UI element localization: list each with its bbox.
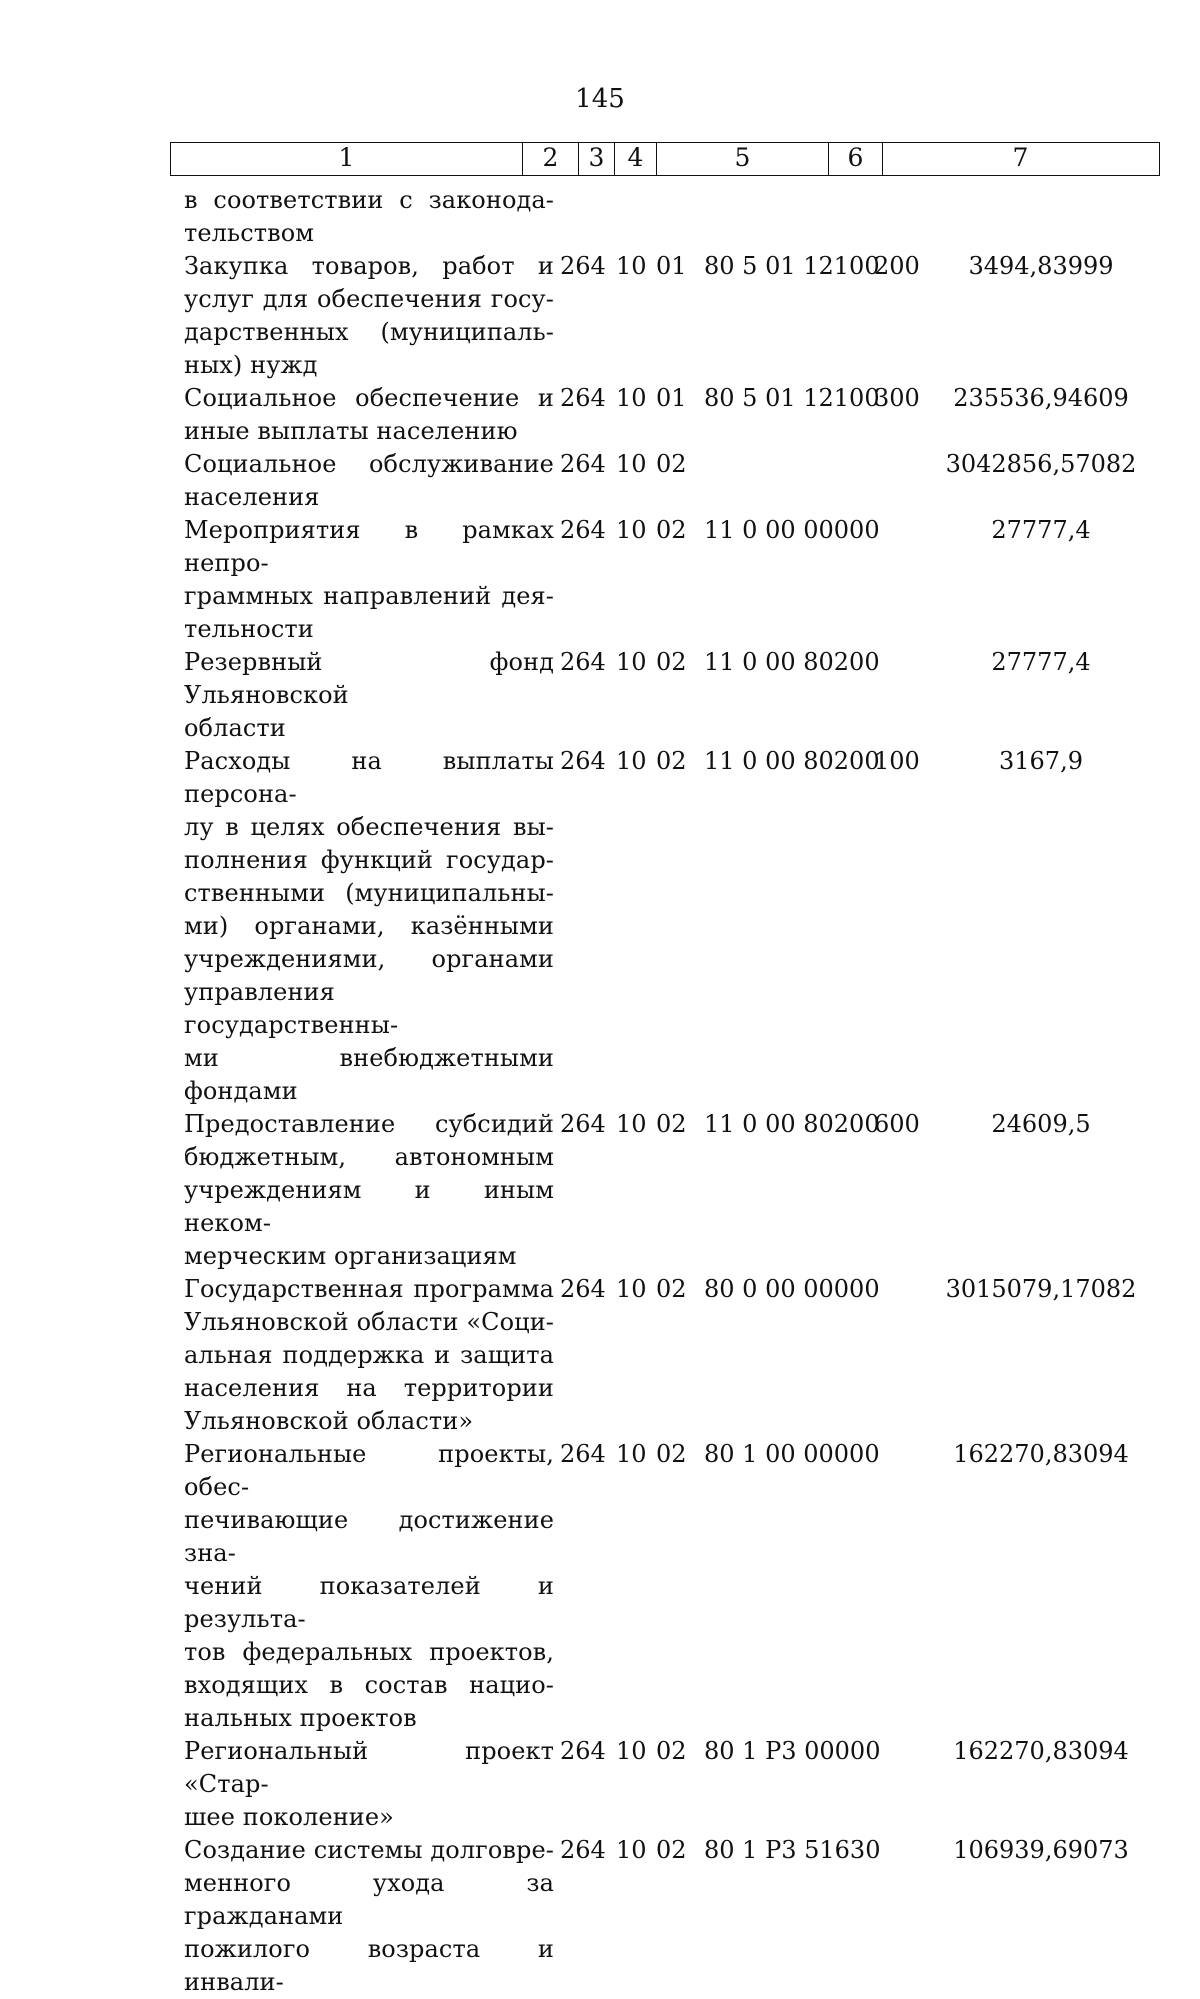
table-row [184, 382, 1164, 448]
row-name-line: ственными (муниципальны- [184, 879, 554, 907]
row-section-code: 10 [616, 1737, 647, 1765]
row-name [184, 1834, 554, 1999]
row-name-line: Расходы на выплаты персона- [184, 747, 554, 808]
row-name-line: пожилого возраста и инвали- [184, 1935, 554, 1996]
row-gr-code: 264 [560, 384, 606, 412]
row-name-line: Закупка товаров, работ и [184, 252, 554, 280]
table-header [170, 142, 1160, 176]
row-name-line: тельством [184, 219, 315, 247]
row-name [184, 514, 554, 646]
table-row [184, 1273, 1164, 1438]
row-section-code: 10 [616, 450, 647, 478]
row-name-line: шее поколение» [184, 1803, 394, 1831]
row-name-line: иные выплаты населению [184, 417, 518, 445]
row-name [184, 1108, 554, 1273]
row-name-line: населения на территории [184, 1374, 554, 1402]
row-name-line: граммных направлений дея- [184, 582, 554, 610]
row-name-line: населения [184, 483, 320, 511]
row-gr-code: 264 [560, 1275, 606, 1303]
row-subsection-code: 02 [656, 1275, 687, 1303]
row-sum: 162270,83094 [953, 1737, 1129, 1765]
row-name-line: ми внебюджетными фондами [184, 1044, 554, 1105]
row-gr-code: 264 [560, 252, 606, 280]
row-gr-code: 264 [560, 747, 606, 775]
row-name-line: Региональные проекты, обес- [184, 1440, 554, 1501]
row-sum: 3015079,17082 [945, 1275, 1137, 1303]
row-section-code: 10 [616, 1836, 647, 1864]
row-target-code: 80 1 Р3 00000 [704, 1737, 881, 1765]
row-name-line: Региональный проект «Стар- [184, 1737, 554, 1798]
row-name-line: учреждениями, органами [184, 945, 554, 973]
header-col-6: 6 [829, 143, 883, 175]
table-row [184, 1438, 1164, 1735]
table-row [184, 745, 1164, 1108]
row-name-line: области [184, 714, 286, 742]
row-name-line: Социальное обслуживание [184, 450, 554, 478]
row-name-line: альная поддержка и защита [184, 1341, 554, 1369]
row-target-code: 80 5 01 12100 [704, 252, 880, 280]
row-name-line: услуг для обеспечения госу- [184, 285, 554, 313]
row-section-code: 10 [616, 1440, 647, 1468]
row-name [184, 382, 554, 448]
row-name [184, 1735, 554, 1834]
row-sum: 3167,9 [999, 747, 1083, 775]
row-subsection-code: 02 [656, 747, 687, 775]
row-target-code: 80 5 01 12100 [704, 384, 880, 412]
table-row [184, 184, 1164, 250]
row-subsection-code: 02 [656, 648, 687, 676]
table-body [184, 184, 1164, 1999]
row-name-line: мерческим организациям [184, 1242, 517, 1270]
page-number: 145 [575, 84, 625, 114]
row-gr-code: 264 [560, 1110, 606, 1138]
header-col-4: 4 [615, 143, 657, 175]
row-name [184, 184, 554, 250]
table-row [184, 1735, 1164, 1834]
header-col-5: 5 [657, 143, 829, 175]
row-subsection-code: 01 [656, 252, 687, 280]
row-name-line: бюджетным, автономным [184, 1143, 554, 1171]
row-subsection-code: 02 [656, 1737, 687, 1765]
row-target-code: 80 1 00 00000 [704, 1440, 880, 1468]
row-name-line: ных) нужд [184, 351, 318, 379]
header-col-2: 2 [523, 143, 579, 175]
row-sum: 235536,94609 [953, 384, 1129, 412]
row-name [184, 448, 554, 514]
row-subsection-code: 02 [656, 1836, 687, 1864]
row-gr-code: 264 [560, 1737, 606, 1765]
row-name-line: печивающие достижение зна- [184, 1506, 554, 1567]
row-name-line: Социальное обеспечение и [184, 384, 554, 412]
row-name-line: полнения функций государ- [184, 846, 554, 874]
row-expense-type: 100 [874, 747, 920, 775]
row-name [184, 250, 554, 382]
row-sum: 27777,4 [991, 648, 1091, 676]
row-name-line: ми) органами, казёнными [184, 912, 554, 940]
row-name-line: тов федеральных проектов, [184, 1638, 554, 1666]
row-name-line: учреждениям и иным неком- [184, 1176, 554, 1237]
row-subsection-code: 02 [656, 450, 687, 478]
row-sum: 3042856,57082 [945, 450, 1137, 478]
row-name-line: Ульяновской области «Соци- [184, 1308, 554, 1336]
row-name-line: менного ухода за гражданами [184, 1869, 554, 1930]
row-subsection-code: 02 [656, 1110, 687, 1138]
row-gr-code: 264 [560, 450, 606, 478]
row-section-code: 10 [616, 648, 647, 676]
row-gr-code: 264 [560, 1836, 606, 1864]
row-name [184, 646, 554, 745]
row-target-code: 11 0 00 80200 [704, 747, 880, 775]
row-gr-code: 264 [560, 648, 606, 676]
row-name-line: лу в целях обеспечения вы- [184, 813, 554, 841]
row-section-code: 10 [616, 252, 647, 280]
row-gr-code: 264 [560, 516, 606, 544]
row-name [184, 745, 554, 1108]
row-target-code: 11 0 00 80200 [704, 648, 880, 676]
row-sum: 106939,69073 [953, 1836, 1129, 1864]
header-col-7: 7 [1012, 143, 1029, 172]
header-col-3: 3 [579, 143, 615, 175]
row-expense-type: 600 [874, 1110, 920, 1138]
row-subsection-code: 02 [656, 1440, 687, 1468]
row-name-line: нальных проектов [184, 1704, 417, 1732]
row-target-code: 80 0 00 00000 [704, 1275, 880, 1303]
row-section-code: 10 [616, 747, 647, 775]
row-name-line: Предоставление субсидий [184, 1110, 554, 1138]
row-name [184, 1438, 554, 1735]
row-sum: 24609,5 [991, 1110, 1091, 1138]
row-target-code: 11 0 00 00000 [704, 516, 880, 544]
row-name-line: входящих в состав нацио- [184, 1671, 554, 1699]
table-row [184, 1108, 1164, 1273]
table-row [184, 250, 1164, 382]
row-expense-type: 300 [874, 384, 920, 412]
row-sum: 162270,83094 [953, 1440, 1129, 1468]
row-target-code: 80 1 Р3 51630 [704, 1836, 881, 1864]
row-name-line: дарственных (муниципаль- [184, 318, 554, 346]
row-name-line: управления государственны- [184, 978, 399, 1039]
row-subsection-code: 02 [656, 516, 687, 544]
row-name-line: в соответствии с законода- [184, 186, 554, 214]
row-name-line: чений показателей и результа- [184, 1572, 554, 1633]
row-section-code: 10 [616, 1275, 647, 1303]
row-sum: 27777,4 [991, 516, 1091, 544]
row-name-line: Мероприятия в рамках непро- [184, 516, 554, 577]
row-name-line: Государственная программа [184, 1275, 554, 1303]
row-sum: 3494,83999 [968, 252, 1114, 280]
row-name-line: Ульяновской области» [184, 1407, 474, 1435]
row-name-line: тельности [184, 615, 314, 643]
table-row [184, 514, 1164, 646]
row-subsection-code: 01 [656, 384, 687, 412]
row-name-line: Резервный фонд Ульяновской [184, 648, 554, 709]
table-row [184, 646, 1164, 745]
table-row [184, 1834, 1164, 1999]
row-section-code: 10 [616, 1110, 647, 1138]
row-target-code: 11 0 00 80200 [704, 1110, 880, 1138]
row-section-code: 10 [616, 384, 647, 412]
row-name-line: Создание системы долговре- [184, 1836, 554, 1864]
row-expense-type: 200 [874, 252, 920, 280]
row-gr-code: 264 [560, 1440, 606, 1468]
row-name [184, 1273, 554, 1438]
table-row [184, 448, 1164, 514]
header-col-1: 1 [171, 143, 523, 175]
row-section-code: 10 [616, 516, 647, 544]
